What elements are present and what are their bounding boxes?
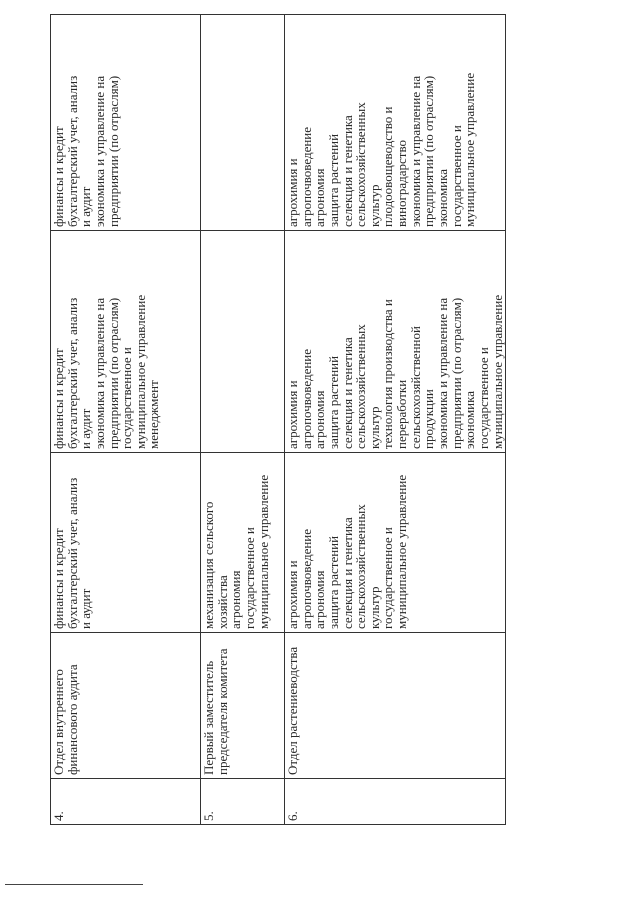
text-line: финансы и кредит: [51, 528, 66, 629]
text-line: агрохимия и: [285, 158, 300, 227]
text-line: агрономия: [228, 570, 244, 629]
text-line: технология производства и: [380, 299, 396, 449]
text-line: агрономия: [312, 168, 328, 227]
department-cell: [201, 633, 285, 779]
text-line: Отдел растениеводства: [285, 646, 300, 775]
text-line: защита растений: [325, 133, 341, 227]
specialties-cell: [285, 231, 506, 453]
text-line: государственное и: [380, 527, 396, 629]
text-line: государственное и: [448, 125, 464, 227]
text-line: Отдел внутреннего: [51, 669, 66, 775]
text-line: экономика: [462, 390, 478, 449]
rotated-page: [50, 15, 505, 825]
specialties-cell: [201, 15, 285, 231]
specialties-cell: [201, 453, 285, 633]
text-line: муниципальное управление: [255, 474, 271, 629]
row-number: 6.: [285, 779, 506, 825]
specialties-cell: [285, 453, 506, 633]
text-line: государственное и: [119, 347, 135, 449]
text-line: культур: [366, 184, 382, 227]
text-line: агрономия: [312, 390, 328, 449]
text-line: финансы и кредит: [51, 126, 66, 227]
specialties-cell: [51, 231, 201, 453]
footnote-rule: [5, 884, 143, 885]
table-row: [51, 15, 201, 825]
text-line: защита растений: [325, 355, 341, 449]
specialties-cell: [51, 15, 201, 231]
text-line: защита растений: [325, 535, 341, 629]
text-line: и аудит: [78, 588, 94, 629]
text-line: менеджмент: [146, 380, 162, 449]
text-line: бухгалтерский учет, анализ: [64, 297, 80, 449]
specialties-cell: [285, 15, 506, 231]
text-line: продукции: [421, 389, 437, 449]
text-line: бухгалтерский учет, анализ: [64, 477, 80, 629]
specialties-cell: [201, 231, 285, 453]
specialties-cell: [51, 453, 201, 633]
text-line: предприятии (по отраслям): [421, 75, 437, 227]
text-line: Первый заместитель: [201, 660, 216, 775]
text-line: предприятии (по отраслям): [448, 297, 464, 449]
text-line: муниципальное управление: [489, 294, 505, 449]
text-line: предприятии (по отраслям): [105, 297, 121, 449]
text-line: сельскохозяйственных: [353, 324, 369, 449]
text-line: селекция и генетика: [339, 337, 355, 449]
text-line: переработки: [394, 379, 410, 449]
text-line: и аудит: [78, 186, 94, 227]
text-line: финансы и кредит: [51, 348, 66, 449]
text-line: муниципальное управление: [132, 294, 148, 449]
positions-table: [50, 14, 506, 825]
table-row: [201, 15, 285, 825]
text-line: экономика и управление на: [407, 75, 423, 227]
text-line: культур: [366, 406, 382, 449]
text-line: бухгалтерский учет, анализ: [64, 75, 80, 227]
text-line: экономика и управление на: [91, 75, 107, 227]
text-line: председателя комитета: [214, 648, 230, 775]
text-line: экономика и управление на: [435, 297, 451, 449]
text-line: сельскохозяйственных: [353, 504, 369, 629]
text-line: агропочвоведение: [298, 126, 314, 227]
text-line: агропочвоведение: [298, 348, 314, 449]
text-line: хозяйства: [214, 575, 230, 629]
text-line: механизация сельского: [201, 501, 216, 629]
text-line: агрохимия и: [285, 560, 300, 629]
text-line: экономика и управление на: [91, 297, 107, 449]
text-line: сельскохозяйственной: [407, 326, 423, 449]
text-line: культур: [366, 586, 382, 629]
text-line: сельскохозяйственных: [353, 102, 369, 227]
text-line: экономика: [435, 168, 451, 227]
text-line: финансового аудита: [64, 664, 80, 775]
text-line: государственное и: [241, 527, 257, 629]
table-row: [285, 15, 506, 825]
row-number: 5.: [201, 779, 285, 825]
text-line: и аудит: [78, 408, 94, 449]
text-line: селекция и генетика: [339, 517, 355, 629]
text-line: плодоовощеводство и: [380, 106, 396, 227]
text-line: муниципальное управление: [462, 72, 478, 227]
text-line: государственное и: [475, 347, 491, 449]
text-line: муниципальное управление: [394, 474, 410, 629]
text-line: агропочвоведение: [298, 528, 314, 629]
row-number: 4.: [51, 779, 201, 825]
department-cell: [51, 633, 201, 779]
text-line: агрохимия и: [285, 380, 300, 449]
department-cell: [285, 633, 506, 779]
text-line: предприятии (по отраслям): [105, 75, 121, 227]
text-line: агрономия: [312, 570, 328, 629]
text-line: виноградарство: [394, 139, 410, 227]
text-line: селекция и генетика: [339, 115, 355, 227]
